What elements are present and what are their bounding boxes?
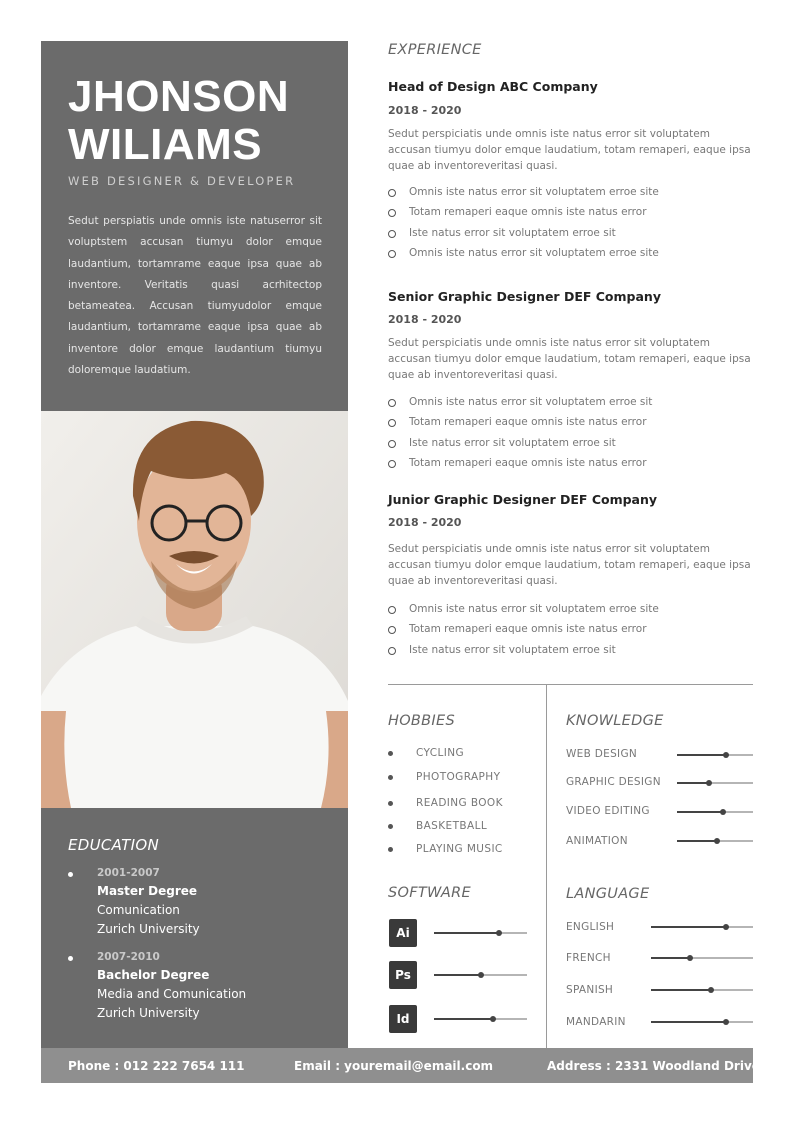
circle-bullet-icon: [388, 419, 396, 427]
job-bullet: Omnis iste natus error sit voluptatem erroe site: [388, 186, 753, 206]
hobbies-title: HOBBIES: [388, 713, 455, 729]
slider-knob-icon: [478, 972, 484, 978]
education-degree: Bachelor Degree: [97, 968, 210, 982]
job-bullet: Totam remaperi eaque omnis iste natus error: [388, 206, 753, 226]
job-bullet-list: [388, 396, 753, 477]
knowledge-skill-bar: [677, 840, 753, 842]
contact-footer: [41, 1048, 760, 1083]
education-title: EDUCATION: [68, 836, 159, 854]
software-badge-icon: Ps: [389, 961, 417, 989]
education-panel: [41, 808, 348, 1048]
software-badge-icon: Ai: [389, 919, 417, 947]
job-bullet: Omnis iste natus error sit voluptatem erroe sit: [388, 396, 753, 416]
circle-bullet-icon: [388, 250, 396, 258]
job-role: WEB DESIGNER & DEVELOPER: [68, 174, 296, 188]
bullet-dot-icon: [68, 956, 73, 961]
divider-vertical: [546, 684, 547, 1048]
contact-email[interactable]: Email : youremail@email.com: [294, 1059, 494, 1073]
circle-bullet-icon: [388, 230, 396, 238]
circle-bullet-icon: [388, 647, 396, 655]
job-title: Head of Design ABC Company: [388, 79, 598, 94]
language-label: SPANISH: [566, 984, 614, 996]
circle-bullet-icon: [388, 440, 396, 448]
knowledge-label: WEB DESIGN: [566, 748, 638, 760]
bullet-dot-icon: [388, 824, 393, 829]
job-description: Sedut perspiciatis unde omnis iste natus error sit voluptatem accusan tiumyu dolor emque laudatium, totam remaperi, eaque ipsa quae ab inventoreveritasi quasi.: [388, 337, 751, 381]
education-years: 2007-2010: [97, 951, 160, 963]
slider-knob-icon: [496, 930, 502, 936]
slider-knob-icon: [714, 838, 720, 844]
job-description: Sedut perspiciatis unde omnis iste natus error sit voluptatem accusan tiumyu dolor emque laudatium, totam remaperi, eaque ipsa quae ab inventoreveritasi quasi.: [388, 128, 751, 172]
job-years: 2018 - 2020: [388, 516, 462, 529]
education-field: Comunication: [97, 903, 180, 917]
language-skill-bar: [651, 957, 753, 959]
language-label: FRENCH: [566, 952, 611, 964]
name-line-1: JHONSON: [68, 72, 290, 121]
profile-bio: Sedut perspiatis unde omnis iste natuserror sit voluptstem accusan tiumyu dolor emque laudantium, tortamrame eaque ipsa quae ab inventore. Veritatis quasi acrhitectop betameatea. Accusan tiumyudolor emque laudantium, tortamrame eaque ipsa quae ab inventore dolor emque laudantium tiumyu doloremque laudatium.: [68, 215, 322, 377]
knowledge-title: KNOWLEDGE: [566, 713, 664, 729]
job-years: 2018 - 2020: [388, 104, 462, 117]
circle-bullet-icon: [388, 399, 396, 407]
slider-knob-icon: [723, 924, 729, 930]
job-bullet-list: [388, 186, 753, 267]
bullet-dot-icon: [388, 751, 393, 756]
education-field: Media and Comunication: [97, 987, 247, 1001]
job-bullet: Totam remaperi eaque omnis iste natus error: [388, 623, 753, 643]
circle-bullet-icon: [388, 460, 396, 468]
software-row: [389, 1005, 529, 1033]
job-bullet: Iste natus error sit voluptatem erroe sit: [388, 437, 753, 457]
slider-knob-icon: [706, 780, 712, 786]
job-bullet: Totam remaperi eaque omnis iste natus error: [388, 416, 753, 436]
job-bullet: Iste natus error sit voluptatem erroe sit: [388, 644, 753, 664]
job-bullet-list: [388, 603, 753, 664]
slider-knob-icon: [490, 1016, 496, 1022]
circle-bullet-icon: [388, 626, 396, 634]
job-bullet: Omnis iste natus error sit voluptatem erroe site: [388, 247, 753, 267]
knowledge-skill-bar: [677, 754, 753, 756]
slider-knob-icon: [687, 955, 693, 961]
software-skill-bar: [434, 1018, 527, 1020]
job-description: Sedut perspiciatis unde omnis iste natus error sit voluptatem accusan tiumyu dolor emque laudatium, totam remaperi, eaque ipsa quae ab inventoreveritasi quasi.: [388, 543, 751, 587]
circle-bullet-icon: [388, 606, 396, 614]
software-skill-bar: [434, 932, 527, 934]
slider-knob-icon: [720, 809, 726, 815]
bullet-dot-icon: [68, 872, 73, 877]
education-school: Zurich University: [97, 922, 200, 936]
job-bullet: Iste natus error sit voluptatem erroe sit: [388, 227, 753, 247]
bullet-dot-icon: [388, 801, 393, 806]
education-school: Zurich University: [97, 1006, 200, 1020]
circle-bullet-icon: [388, 189, 396, 197]
profile-photo: [41, 411, 348, 808]
job-bullet: Totam remaperi eaque omnis iste natus error: [388, 457, 753, 477]
job-bullet: Omnis iste natus error sit voluptatem erroe site: [388, 603, 753, 623]
job-years: 2018 - 2020: [388, 313, 462, 326]
slider-knob-icon: [723, 1019, 729, 1025]
contact-phone[interactable]: Phone : 012 222 7654 111: [68, 1059, 245, 1073]
divider-horizontal: [388, 684, 753, 685]
language-label: ENGLISH: [566, 921, 615, 933]
knowledge-label: ANIMATION: [566, 835, 628, 847]
slider-knob-icon: [723, 752, 729, 758]
profile-panel: [41, 41, 348, 411]
language-skill-bar: [651, 1021, 753, 1023]
software-row: [389, 919, 529, 947]
bullet-dot-icon: [388, 847, 393, 852]
contact-address: Address : 2331 Woodland Drive: [547, 1059, 760, 1073]
slider-knob-icon: [708, 987, 714, 993]
bullet-dot-icon: [388, 775, 393, 780]
knowledge-label: GRAPHIC DESIGN: [566, 776, 661, 788]
language-skill-bar: [651, 926, 753, 928]
software-title: SOFTWARE: [388, 885, 471, 901]
software-skill-bar: [434, 974, 527, 976]
name-heading: [68, 73, 289, 169]
knowledge-skill-bar: [677, 811, 753, 813]
knowledge-skill-bar: [677, 782, 753, 784]
knowledge-label: VIDEO EDITING: [566, 805, 650, 817]
name-line-2: WILIAMS: [68, 120, 263, 169]
experience-title: EXPERIENCE: [388, 42, 482, 58]
job-title: Senior Graphic Designer DEF Company: [388, 289, 661, 304]
education-degree: Master Degree: [97, 884, 198, 898]
language-skill-bar: [651, 989, 753, 991]
software-badge-icon: Id: [389, 1005, 417, 1033]
language-title: LANGUAGE: [566, 886, 650, 902]
software-row: [389, 961, 529, 989]
circle-bullet-icon: [388, 209, 396, 217]
job-title: Junior Graphic Designer DEF Company: [388, 492, 658, 507]
language-label: MANDARIN: [566, 1016, 626, 1028]
education-years: 2001-2007: [97, 867, 160, 879]
